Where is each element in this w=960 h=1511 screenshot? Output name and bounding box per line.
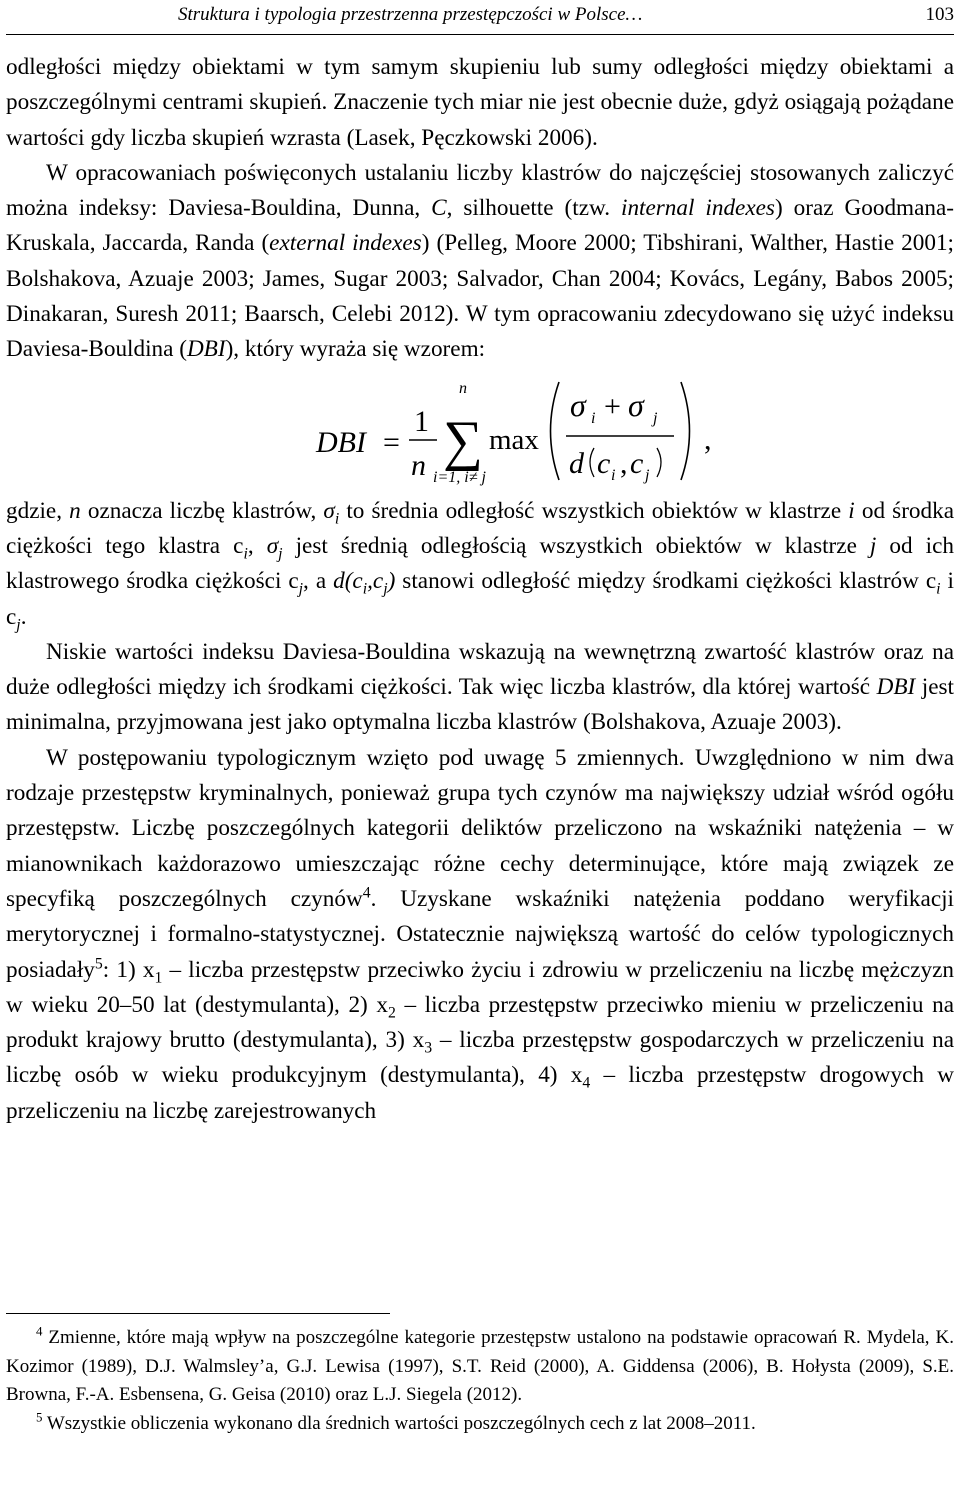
p5-x1: 1 [154,969,163,987]
p3-t11: . [20,603,27,630]
p3-d-end: ) [387,568,396,595]
formula-d-close-paren [657,448,661,477]
formula-d: d [569,446,584,480]
formula-sub-i: i [591,409,596,427]
paragraph-3 [6,494,954,635]
p2-text-a: W opracowaniach poświęconych ustalaniu liczby klastrów do najczęściej stosowanych zaliczyć można indeksy: Daviesa-Bouldina, Dunna, [6,159,954,222]
p3-sub-j3: j [298,580,304,598]
p3-t5: , [247,532,267,559]
formula-right-paren [681,382,690,480]
paragraph-1-text: odległości między obiektami w tym samym skupieniu lub sumy odległości między obiektami a poszczególnymi centrami skupień. Znaczenie tych miar nie jest obecnie duże, gdyż osiągają pożądane wartości gdy liczba skupień wzrasta (Lasek, Pęczkowski 2006). [6,54,954,151]
formula-d-open-paren [590,448,594,477]
p3-sub-i1: i [334,510,340,528]
p3-d-sub-j: j [383,580,388,598]
p3-t3: to średnia odległość wszystkich obiektów w klastrze [339,497,849,524]
paragraph-2 [6,156,954,368]
p5-t7: – liczba przestępstw drogowych w przeliczeniu na liczbę zarejestrowanych [6,1062,954,1124]
formula-sigma-i: σ [570,386,586,423]
p3-sigma-i: σ [323,497,335,524]
page-number: 103 [925,4,954,25]
p3-sub-i4: i [936,580,941,598]
footnote-4-mark: 4 [36,1323,43,1339]
p3-sigma-j: σ [266,532,279,559]
p3-i2: i [848,497,855,524]
paragraph-1 [6,50,954,156]
p5-t2: . Uzyskane wskaźniki natężenia poddano weryfikacji merytorycznej i formalno-statystycznej. Ostatecznie największą wartość do celów typologicznych posiadały [6,885,954,983]
p5-x2: 2 [387,1004,396,1022]
p4-dbi: DBI [876,674,916,701]
footnote-ref-5[interactable]: 5 [94,954,103,972]
formula-trailing-comma: , [704,422,712,456]
formula-sub-j: j [653,409,658,427]
paragraph-4 [6,635,954,741]
p3-t10: i c [6,568,954,630]
p2-internal-indexes: internal indexes [621,195,775,222]
formula-c-j: c [630,446,644,480]
formula-sum-lower: i=1, i≠ j [433,468,486,486]
p4-t1: Niskie wartości indeksu Daviesa-Bouldina wskazują na wewnętrzną zwartość klastrów oraz na duże odległości między ich środkami ciężkości. Tak więc liczba klastrów, dla której wartość [6,638,954,701]
formula-lhs: DBI [316,425,366,459]
p5-x4: 4 [582,1075,591,1093]
formula-max: max [489,423,539,456]
running-header [6,0,954,35]
formula-d-comma: , [620,446,628,480]
p2-external-indexes: external indexes [269,230,422,257]
p5-x3: 3 [424,1039,433,1057]
p3-t4: od środka ciężkości tego klastra c [6,497,954,559]
formula-left-paren [551,382,560,480]
formula-c-sub-i: i [611,466,616,484]
p5-t3: : 1) x [102,956,155,983]
dbi-formula [6,374,954,494]
p2-text-c: ) oraz Goodmana-Kruskala, Jaccarda, Randa ( [6,195,954,257]
formula-sigma-j: σ [628,386,644,423]
p2-dbi: DBI [186,336,226,363]
footnote-5-text: Wszystkie obliczenia wykonano dla średnich wartości poszczególnych cech z lat 2008–2011. [42,1412,756,1434]
paragraph-5 [6,741,954,1129]
body-text [6,50,954,1129]
p5-t4: – liczba przestępstw przeciwko życiu i zdrowiu w przeliczeniu na liczbę mężczyzn w wieku 20–50 lat (destymulanta), 2) x [6,956,954,1018]
footnote-5 [6,1410,954,1439]
running-title: Struktura i typologia przestrzenna przestępczości w Polsce… [178,4,643,25]
footnotes [6,1324,954,1438]
p2-text-e: ), który wyraża się wzorem: [225,336,486,363]
p5-t1: W postępowaniu typologicznym wzięto pod uwagę 5 zmiennych. Uwzględniono w nim dwa rodzaje przestępstw kryminalnych, ponieważ grupa tych czynów ma największy udział wśród ogółu przestępstw. Liczbę poszczególnych kategorii deliktów przeliczono na wskaźniki natężenia – w mianownikach każdorazowo umieszczając różne cechy determinujące, które mają związek ze specyfiką poszczególnych czynów [6,744,954,912]
formula-sum-upper: n [459,379,467,397]
formula-svg [6,374,954,494]
footnote-4 [6,1324,954,1410]
p2-text-d: ) (Pelleg, Moore 2000; Tibshirani, Walther, Hastie 2001; Bolshakova, Azuaje 2003; James, Sugar 2003; Salvador, Chan 2004; Kovács, Legány, Babos 2005; Dinakaran, Suresh 2011; Baarsch, Celebi 2012). W tym opracowaniu zdecydowano się użyć indeksu Daviesa-Bouldina ( [6,230,954,363]
formula-frac-num: 1 [414,404,429,438]
footnote-4-text: Zmienne, które mają wpływ na poszczególne kategorie przestępstw ustalono na podstawie opracowań R. Mydela, K. Kozimor (1989), D.J. Walmsley’a, G.J. Lewisa (1997), S.T. Reid (2000), A. Giddensa (2006), B. Hołysta (2009), S.E. Browna, F.-A. Esbensena, G. Geisa (2010) oraz L.J. Siegela (2012). [6,1327,954,1405]
formula-plus: + [604,389,621,423]
p3-d-c: ,c [367,568,384,595]
p4-t2: jest minimalna, przyjmowana jest jako optymalna liczba klastrów (Bolshakova, Azuaje 2003). [6,674,954,736]
p2-text-b: , silhouette (tzw. [446,195,621,222]
formula-frac-den: n [411,448,426,482]
footnote-ref-4[interactable]: 4 [362,884,371,902]
p3-d: d(c [333,568,363,595]
p3-t1: gdzie, [6,497,70,524]
p5-t5: – liczba przestępstw przeciwko mieniu w przeliczeniu na produkt krajowy brutto (destymulanta), 3) x [6,991,955,1054]
footnote-5-mark: 5 [36,1409,43,1425]
p3-d-sub-i: i [362,580,368,598]
footnote-separator [6,1313,390,1314]
p3-t6: jest średnią odległością wszystkich obiektów w klastrze [282,532,870,559]
p3-sub-j4: j [16,616,21,634]
p3-t2: oznacza liczbę klastrów, [80,497,324,524]
formula-sum-symbol: ∑ [443,409,483,472]
p3-n: n [69,497,81,524]
formula-equals: = [383,425,400,459]
p5-t6: – liczba przestępstw gospodarczych w przeliczeniu na liczbę osób w wieku produkcyjnym (destymulanta), 4) x [6,1027,954,1089]
p3-j2: j [869,532,877,559]
p3-t9: stanowi odległość między środkami ciężkości klastrów c [395,568,937,595]
p3-t8: , a [303,568,334,595]
formula-c-sub-j: j [645,466,650,484]
p3-sub-j1: j [278,545,283,563]
formula-c-i: c [597,446,611,480]
p2-index-c: C [431,195,447,222]
p3-t7: od ich klastrowego środka ciężkości c [6,532,954,595]
p3-sub-i3: i [243,545,248,563]
